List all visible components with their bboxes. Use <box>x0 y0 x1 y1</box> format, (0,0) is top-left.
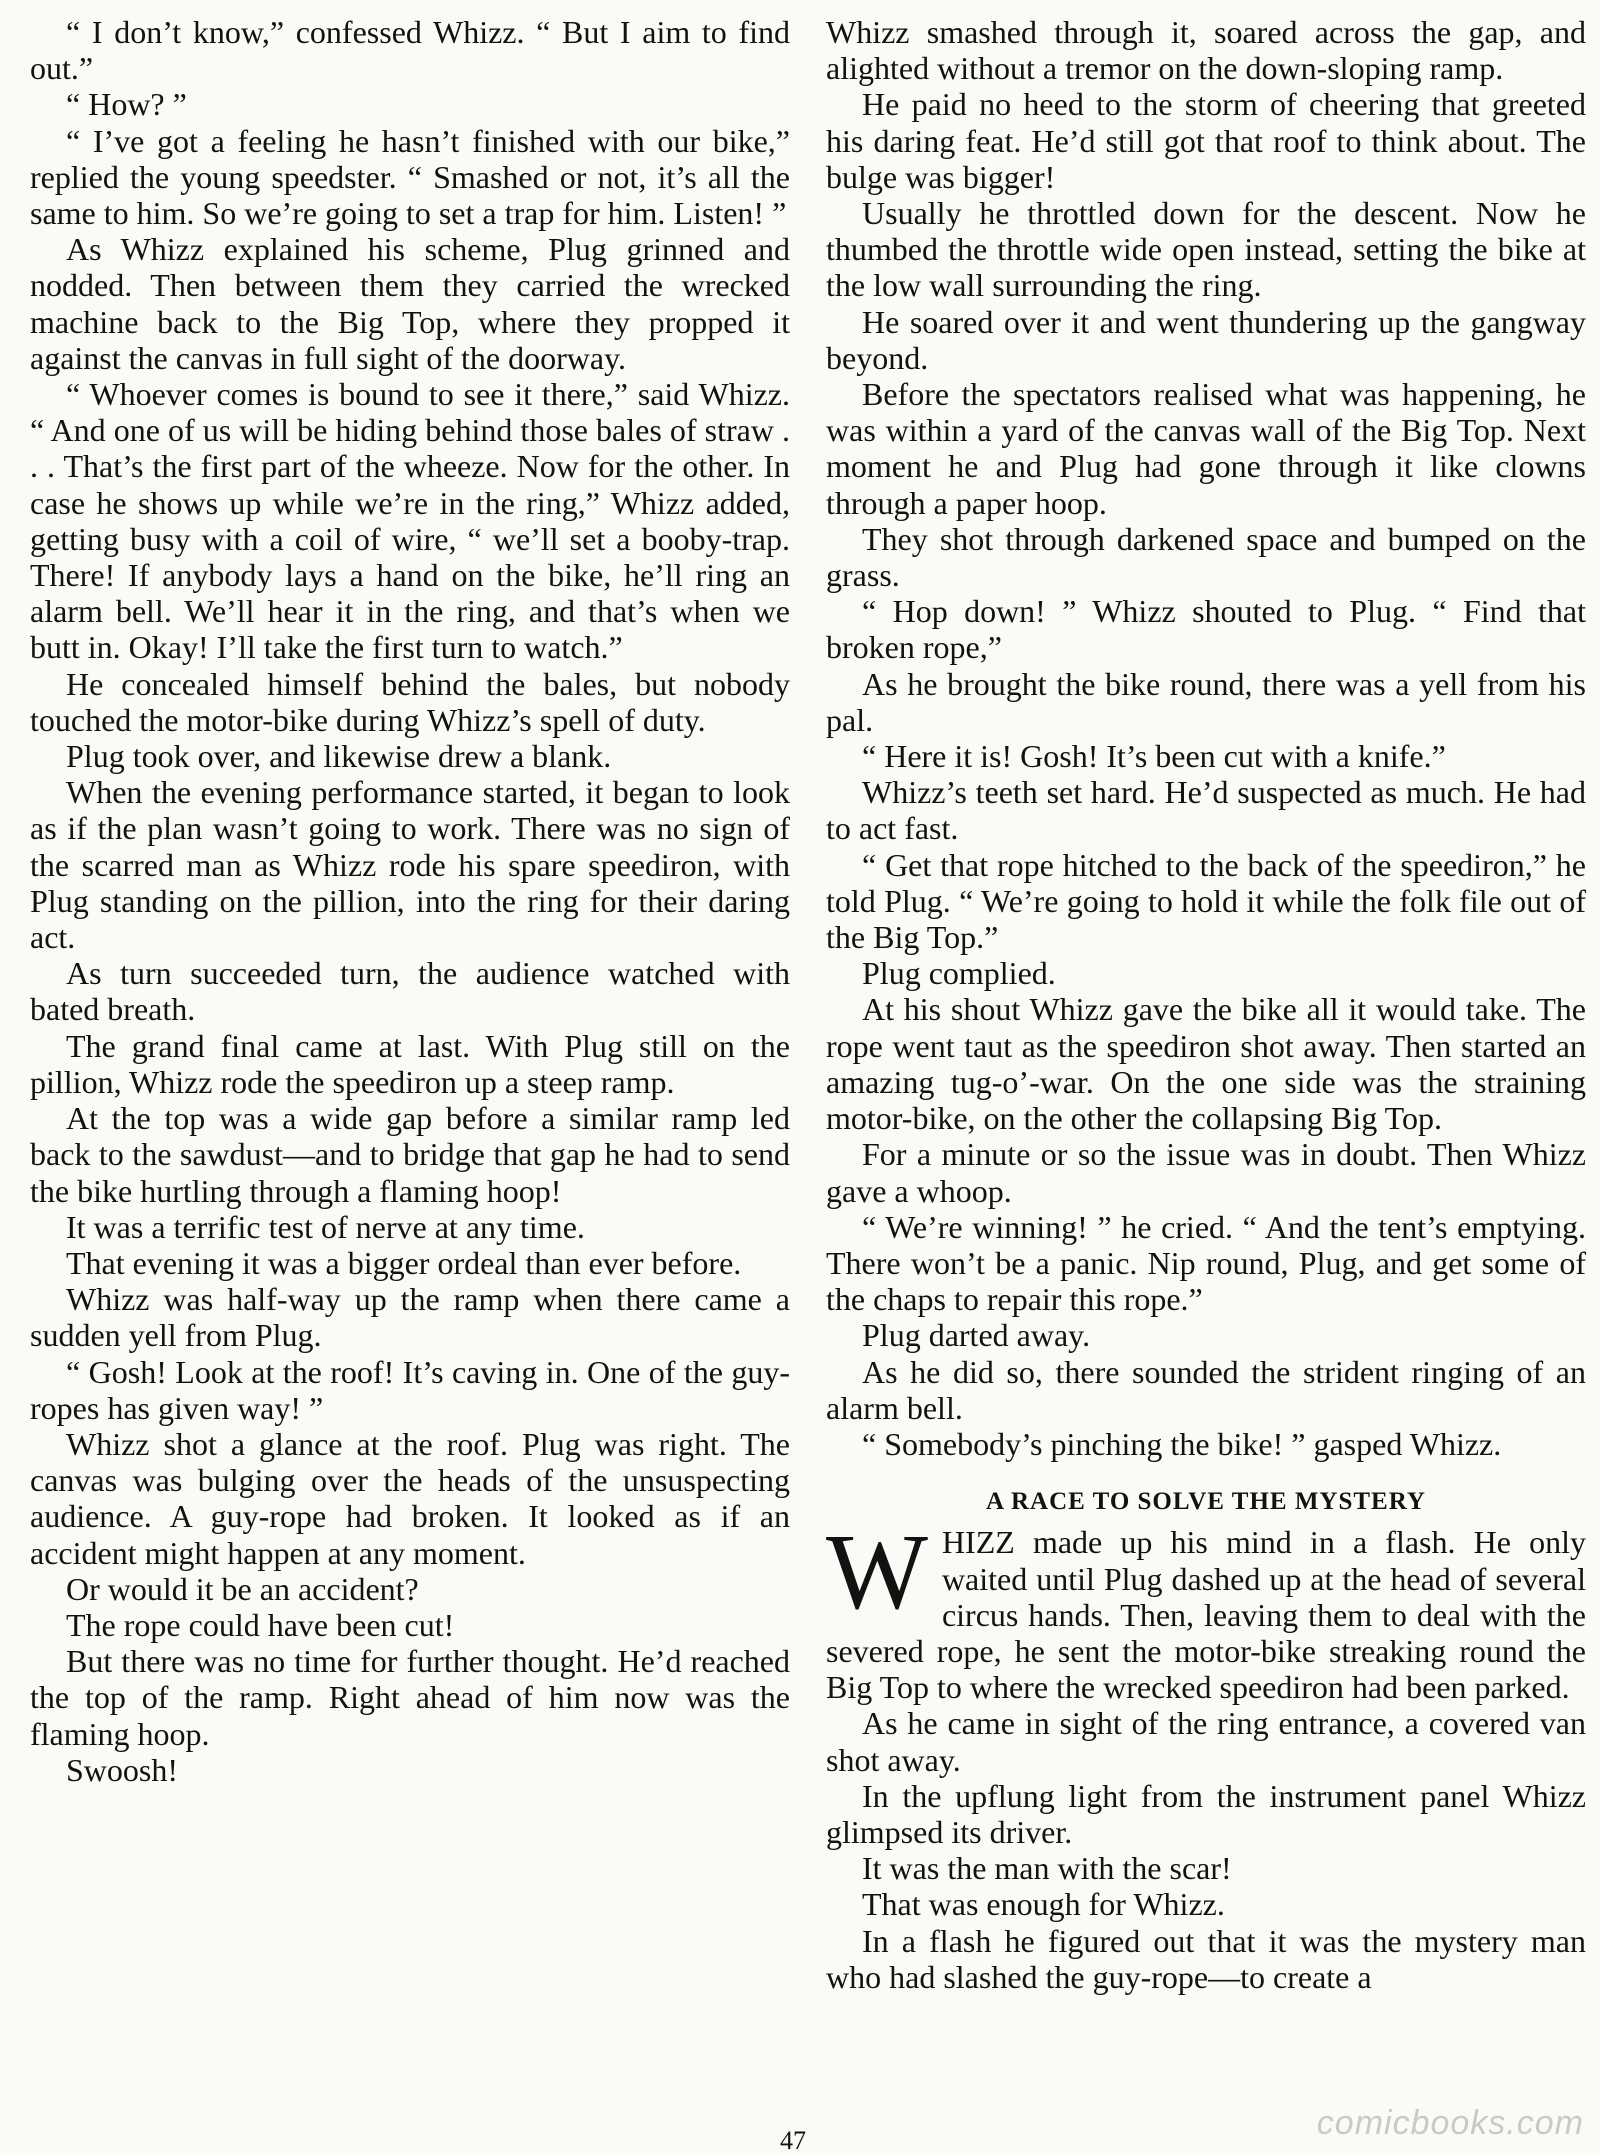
paragraph: But there was no time for further thought. He’d reached the top of the ramp. Right ahead of him now was the flaming hoop. <box>30 1643 790 1752</box>
paragraph: That evening it was a bigger ordeal than ever before. <box>66 1244 742 1281</box>
paragraph: “ We’re winning! ” he cried. “ And the tent’s emptying. There won’t be a panic. Nip round, Plug, and get some of the chaps to repair this rope.” <box>826 1208 1586 1318</box>
paragraph: In the upflung light from the instrument panel Whizz glimpsed its driver. <box>826 1777 1586 1850</box>
paragraph: Whizz shot a glance at the roof. Plug was right. The canvas was bulging over the heads of the unsuspecting audience. A guy-rope had broken. It looked as if an accident might happen at any moment. <box>30 1425 790 1571</box>
drop-cap-letter: W <box>826 1513 928 1633</box>
section-heading: A RACE TO SOLVE THE MYSTERY <box>986 1488 1426 1516</box>
paragraph: That was enough for Whizz. <box>862 1886 1225 1923</box>
drop-cap-paragraph <box>826 1513 1586 1706</box>
right-column <box>826 14 1586 1995</box>
paragraph: “ Gosh! Look at the roof! It’s caving in. One of the guy-ropes has given way! ” <box>30 1353 790 1426</box>
paragraph: Plug took over, and likewise drew a blank. <box>66 738 612 775</box>
paragraph: For a minute or so the issue was in doubt. Then Whizz gave a whoop. <box>826 1136 1586 1209</box>
paragraph: “ Somebody’s pinching the bike! ” gasped Whizz. <box>862 1425 1502 1462</box>
paragraph: Usually he throttled down for the descent. Now he thumbed the throttle wide open instead, setting the bike at the low wall surrounding the ring. <box>826 195 1586 304</box>
paragraph: “ I don’t know,” confessed Whizz. “ But I aim to find out.” <box>30 14 790 87</box>
paragraph: As he brought the bike round, there was a yell from his pal. <box>826 665 1586 738</box>
paragraph: As Whizz explained his scheme, Plug grinned and nodded. Then between them they carried the wrecked machine back to the Big Top, where they propped it against the canvas in full sight of the doorway. <box>30 231 790 376</box>
paragraph: Whizz was half-way up the ramp when there came a sudden yell from Plug. <box>30 1281 790 1354</box>
paragraph: “ Whoever comes is bound to see it there,” said Whizz. “ And one of us will be hiding behind those bales of straw . . . That’s the first part of the wheeze. Now for the other. In case he shows up while we’re in the ring,” Whizz added, getting busy with a coil of wire, “ we’ll set a booby-trap. There! If anybody lays a hand on the bike, he’ll ring an alarm bell. We’ll hear it in the ring, and that’s when we butt in. Okay! I’ll take the first turn to watch.” <box>30 376 790 666</box>
paragraph: When the evening performance started, it began to look as if the plan wasn’t going to work. There was no sign of the scarred man as Whizz rode his spare speediron, with Plug standing on the pillion, into the ring for their daring act. <box>30 774 790 956</box>
paragraph: Plug complied. <box>862 955 1056 992</box>
paragraph: “ I’ve got a feeling he hasn’t finished with our bike,” replied the young speedster. “ Smashed or not, it’s all the same to him. So we’re going to set a trap for him. Listen! ” <box>30 122 790 232</box>
paragraph: Swoosh! <box>66 1751 179 1788</box>
paragraph: As he did so, there sounded the strident ringing of an alarm bell. <box>826 1353 1586 1426</box>
left-column <box>30 14 790 1788</box>
page-number: 47 <box>780 2126 806 2155</box>
paragraph: It was the man with the scar! <box>862 1850 1232 1887</box>
paragraph: As he came in sight of the ring entrance, a covered van shot away. <box>826 1705 1586 1778</box>
paragraph: Plug darted away. <box>862 1317 1091 1354</box>
paragraph: As turn succeeded turn, the audience watched with bated breath. <box>30 955 790 1028</box>
paragraph: “ Get that rope hitched to the back of the speediron,” he told Plug. “ We’re going to hold it while the folk file out of the Big Top.” <box>826 846 1586 956</box>
paragraph: He concealed himself behind the bales, but nobody touched the motor-bike during Whizz’s spell of duty. <box>30 665 790 738</box>
paragraph: Whizz smashed through it, soared across the gap, and alighted without a tremor on the down-sloping ramp. <box>826 14 1586 87</box>
paragraph: The rope could have been cut! <box>66 1606 455 1643</box>
watermark-text: comicbooks.com <box>1316 2104 1584 2142</box>
paragraph: At the top was a wide gap before a similar ramp led back to the sawdust—and to bridge that gap he had to send the bike hurtling through a flaming hoop! <box>30 1100 790 1209</box>
paragraph: “ How? ” <box>66 86 187 123</box>
paragraph: In a flash he figured out that it was the mystery man who had slashed the guy-rope—to create a <box>826 1922 1586 1995</box>
paragraph: Or would it be an accident? <box>66 1570 419 1607</box>
paragraph: He paid no heed to the storm of cheering that greeted his daring feat. He’d still got that roof to think about. The bulge was bigger! <box>826 86 1586 195</box>
paragraph: Whizz’s teeth set hard. He’d suspected as much. He had to act fast. <box>826 774 1586 847</box>
paragraph: At his shout Whizz gave the bike all it would take. The rope went taut as the speediron shot away. Then started an amazing tug-o’-war. On the one side was the straining motor-bike, on the other the collapsing Big Top. <box>826 991 1586 1137</box>
paragraph: Before the spectators realised what was happening, he was within a yard of the canvas wall of the Big Top. Next moment he and Plug had gone through it like clowns through a paper hoop. <box>826 376 1586 521</box>
paragraph: He soared over it and went thundering up the gangway beyond. <box>826 303 1586 376</box>
paragraph: The grand final came at last. With Plug still on the pillion, Whizz rode the speediron up a steep ramp. <box>30 1027 790 1100</box>
paragraph: “ Hop down! ” Whizz shouted to Plug. “ Find that broken rope,” <box>826 593 1586 666</box>
drop-cap-text: HIZZ made up his mind in a flash. He only waited until Plug dashed up at the head of several circus hands. Then, leaving them to deal with the severed rope, he sent the motor-bike streaking round the Big Top to where the wrecked speediron had been parked. <box>826 1524 1586 1706</box>
paragraph: It was a terrific test of nerve at any time. <box>66 1208 585 1245</box>
paragraph: “ Here it is! Gosh! It’s been cut with a knife.” <box>862 738 1446 775</box>
paragraph: They shot through darkened space and bumped on the grass. <box>826 520 1586 594</box>
